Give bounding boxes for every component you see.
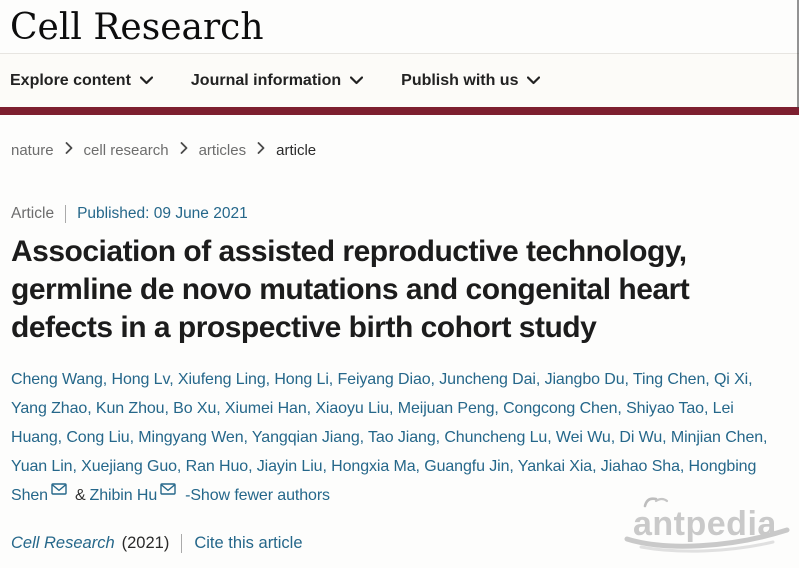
nav-item-publish-with-us[interactable] [401,72,540,90]
author-line[interactable]: Huang, Cong Liu, Mingyang Wen, Yangqian Jiang, Tao Jiang, Chuncheng Lu, Wei Wu, Di Wu, Minjian Chen, [11,429,768,446]
chevron-down-icon [350,72,363,90]
article-header [0,205,799,553]
article-type-label: Article [11,205,55,222]
divider [181,534,182,553]
chevron-right-icon [65,141,73,158]
email-icon[interactable] [51,476,67,505]
breadcrumb [11,142,799,159]
ampersand-text: & [74,487,86,504]
nav-item-label: Publish with us [401,71,519,89]
article-meta [11,205,787,223]
breadcrumb-current-article: article [276,142,317,159]
nav-item-journal-information[interactable] [191,72,363,90]
breadcrumb-link-cell-research[interactable]: cell research [83,142,169,159]
journal-accent-bar [0,107,799,115]
chevron-right-icon [180,141,188,158]
email-icon[interactable] [160,476,176,505]
breadcrumb-link-articles[interactable]: articles [198,142,247,159]
author-link[interactable]: Zhibin Hu [89,487,158,504]
show-fewer-authors-button[interactable]: -Show fewer authors [185,487,330,504]
citation-year: (2021) [121,534,170,552]
nav-item-explore-content[interactable] [10,72,153,90]
watermark-text: antpedia [633,505,777,543]
journal-title[interactable]: Cell Research [10,7,264,48]
journal-link[interactable]: Cell Research [11,534,115,552]
breadcrumb-link-nature[interactable]: nature [11,142,54,159]
chevron-down-icon [140,72,153,90]
author-line[interactable]: Yuan Lin, Xuejiang Guo, Ran Huo, Jiayin Liu, Hongxia Ma, Guangfu Jin, Yankai Xia, Jiahao Sha, Hongbing [11,458,757,475]
divider [65,205,66,223]
main-nav [0,54,799,107]
citation-line [11,534,787,553]
author-line [11,481,787,510]
chevron-right-icon [257,141,265,158]
title-line: germline de novo mutations and congenital heart [11,273,690,306]
masthead [0,0,799,54]
nav-item-label: Explore content [10,71,131,89]
nav-item-label: Journal information [190,71,342,89]
title-line: defects in a prospective birth cohort study [11,311,597,344]
cite-this-article-link[interactable]: Cite this article [194,534,303,552]
author-line[interactable]: Cheng Wang, Hong Lv, Xiufeng Ling, Hong Li, Feiyang Diao, Juncheng Dai, Jiangbo Du, Ting Chen, Qi Xi, [11,371,753,388]
author-link[interactable]: Shen [11,487,48,504]
article-title [11,233,787,347]
author-list [11,365,787,510]
chevron-down-icon [527,72,540,90]
author-line[interactable]: Yang Zhao, Kun Zhou, Bo Xu, Xiumei Han, Xiaoyu Liu, Meijuan Peng, Congcong Chen, Shiyao Tao, Lei [11,400,734,417]
published-date: Published: 09 June 2021 [77,205,248,222]
title-line: Association of assisted reproductive technology, [11,235,687,268]
